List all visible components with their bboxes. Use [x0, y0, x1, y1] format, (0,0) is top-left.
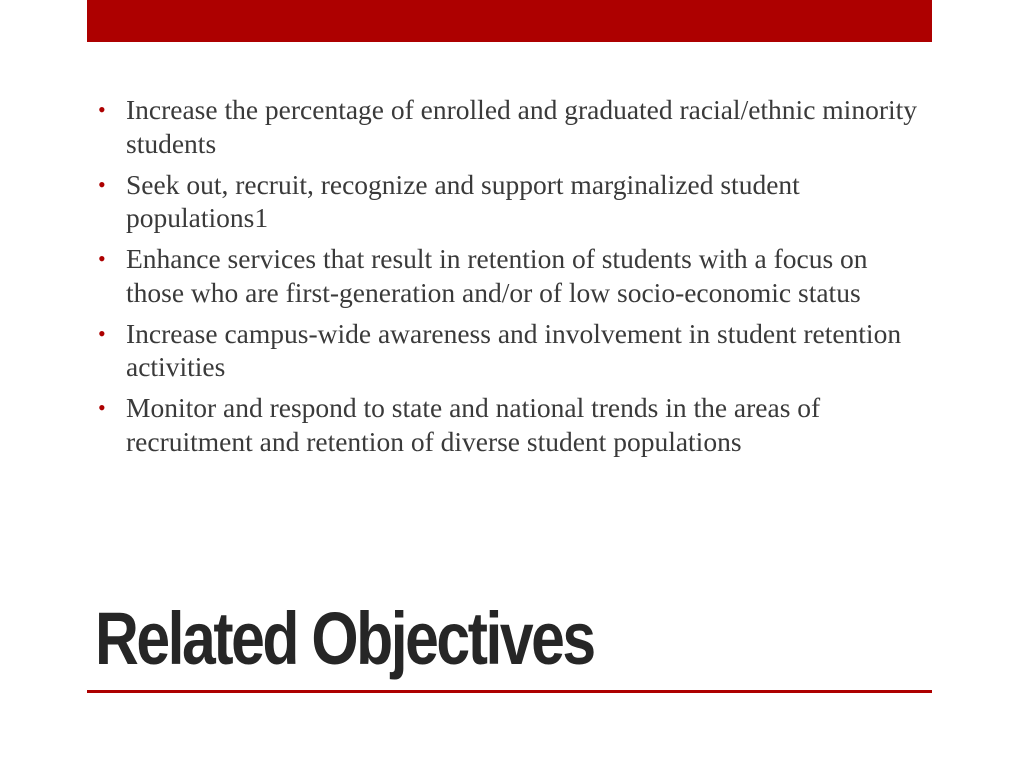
bullet-icon: •: [98, 320, 106, 346]
objective-item: [98, 391, 928, 458]
objective-item: [98, 242, 928, 309]
top-accent-bar: [87, 0, 932, 42]
slide-title: Related Objectives: [95, 597, 594, 680]
objective-text: Increase campus-wide awareness and involvement in student retention activities: [126, 317, 902, 382]
objective-item: [98, 317, 928, 384]
objectives-list: [98, 93, 928, 466]
title-underline: [87, 690, 932, 693]
bullet-icon: •: [98, 246, 106, 271]
bullet-icon: •: [98, 395, 106, 420]
bullet-icon: •: [98, 97, 106, 122]
objective-text: Enhance services that result in retention of students with a focus on those who are first-generation and/or of low socio-economic status: [126, 243, 868, 308]
objective-item: [98, 168, 928, 235]
objective-text: Seek out, recruit, recognize and support marginalized student populations1: [126, 168, 800, 233]
objective-text: Monitor and respond to state and national trends in the areas of recruitment and retention of diverse student populations: [126, 392, 821, 457]
bullet-icon: •: [98, 171, 106, 197]
objective-text: Increase the percentage of enrolled and graduated racial/ethnic minority students: [126, 94, 918, 159]
objective-item: [98, 93, 928, 160]
